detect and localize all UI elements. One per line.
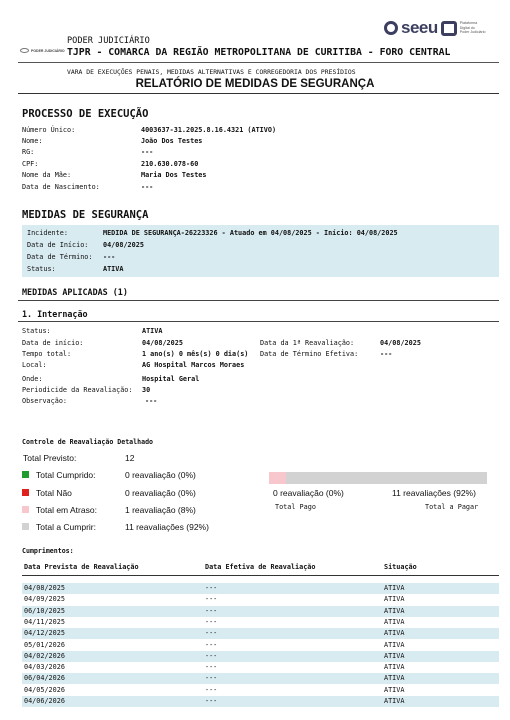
table-cell: --- bbox=[205, 617, 218, 626]
seeu-logo-word: seeu bbox=[401, 18, 438, 37]
progress-bar-atraso-fill bbox=[269, 472, 286, 484]
report-title: RELATÓRIO DE MEDIDAS DE SEGURANÇA bbox=[135, 78, 375, 90]
medida-item-title: 1. Internação bbox=[22, 309, 88, 319]
table-cell: 04/02/2026 bbox=[24, 651, 65, 660]
seeu-box-icon bbox=[441, 21, 457, 36]
cumprimentos-title: Cumprimentos: bbox=[22, 547, 74, 555]
column-header: Data Efetiva de Reavaliação bbox=[205, 563, 316, 571]
section-divider bbox=[18, 321, 499, 322]
table-row bbox=[22, 606, 499, 617]
legend-swatch-pink bbox=[22, 506, 29, 513]
table-cell: 04/08/2025 bbox=[24, 584, 65, 592]
table-cell: ATIVA bbox=[384, 651, 405, 660]
table-row bbox=[22, 662, 499, 673]
section-divider bbox=[18, 300, 499, 301]
table-row bbox=[22, 696, 499, 707]
medidas-aplicadas-title: MEDIDAS APLICADAS (1) bbox=[22, 287, 128, 297]
table-row bbox=[22, 617, 499, 628]
table-cell: 05/01/2026 bbox=[24, 640, 65, 649]
table-cell: ATIVA bbox=[384, 640, 405, 649]
table-cell: 04/05/2026 bbox=[24, 685, 65, 694]
table-cell: ATIVA bbox=[384, 674, 405, 683]
table-cell: --- bbox=[205, 651, 218, 660]
header-divider bbox=[18, 62, 499, 63]
table-cell: 04/11/2025 bbox=[24, 617, 65, 626]
tribunal-title: TJPR - COMARCA DA REGIÃO METROPOLITANA DE CURITIBA - FORO CENTRAL bbox=[67, 47, 451, 58]
table-row bbox=[22, 673, 499, 684]
table-cell: 04/03/2026 bbox=[24, 663, 65, 672]
table-cell: --- bbox=[205, 584, 218, 592]
legend-row-nao: Total Não 0 reavaliação (0%) bbox=[22, 487, 262, 499]
legend-row-cumprido: Total Cumprido: 0 reavaliação (0%) bbox=[22, 469, 262, 481]
table-cell: ATIVA bbox=[384, 584, 405, 592]
legend-swatch-green bbox=[22, 471, 29, 478]
total-previsto-row: Total Previsto: 12 bbox=[23, 453, 135, 463]
table-cell: --- bbox=[205, 674, 218, 683]
table-cell: --- bbox=[205, 640, 218, 649]
table-row bbox=[22, 685, 499, 696]
table-cell: 06/10/2025 bbox=[24, 606, 65, 615]
table-cell: --- bbox=[205, 697, 218, 705]
emblem-icon bbox=[20, 48, 29, 53]
table-cell: ATIVA bbox=[384, 606, 405, 615]
table-row bbox=[22, 651, 499, 662]
table-cell: 04/06/2026 bbox=[24, 697, 65, 705]
bar-right-caption: Total a Pagar bbox=[425, 503, 479, 511]
table-cell: 06/04/2026 bbox=[24, 674, 65, 683]
legend-swatch-red bbox=[22, 489, 29, 496]
table-cell: ATIVA bbox=[384, 685, 405, 694]
table-row bbox=[22, 628, 499, 639]
title-divider bbox=[18, 93, 499, 94]
reavaliacao-progress-bar bbox=[269, 472, 487, 484]
medida-info-box: Incidente: MEDIDA DE SEGURANÇA-26223326 - Atuado em 04/08/2025 - Início: 04/08/2025 Data de Início: 04/08/2025 Data de Término: --- Status: ATIVA bbox=[22, 225, 499, 277]
seeu-logo bbox=[384, 18, 486, 38]
bar-right-value: 11 reavaliações (92%) bbox=[392, 488, 476, 498]
table-cell: --- bbox=[205, 629, 218, 638]
table-row bbox=[22, 594, 499, 605]
column-header: Situação bbox=[384, 563, 417, 571]
legend-row-a-cumprir: Total a Cumprir: 11 reavaliações (92%) bbox=[22, 521, 262, 533]
legend-row-atraso: Total em Atraso: 1 reavaliação (8%) bbox=[22, 504, 262, 516]
bar-left-caption: Total Pago bbox=[275, 503, 316, 511]
table-cell: 04/12/2025 bbox=[24, 629, 65, 638]
table-cell: ATIVA bbox=[384, 595, 405, 604]
table-cell: ATIVA bbox=[384, 697, 405, 705]
poder-judiciario-label: PODER JUDICIÁRIO bbox=[67, 36, 150, 46]
seeu-logo-subtitle: Plataforma Digital do Poder Judiciário bbox=[459, 21, 486, 35]
seeu-gear-icon bbox=[384, 21, 398, 35]
table-cell: ATIVA bbox=[384, 663, 405, 672]
table-cell: ATIVA bbox=[384, 617, 405, 626]
table-row bbox=[22, 583, 499, 594]
table-cell: --- bbox=[205, 685, 218, 694]
legend-swatch-gray bbox=[22, 523, 29, 530]
table-cell: 04/09/2025 bbox=[24, 595, 65, 604]
table-cell: --- bbox=[205, 663, 218, 672]
column-header: Data Prevista de Reavaliação bbox=[24, 563, 139, 571]
processo-title: PROCESSO DE EXECUÇÃO bbox=[22, 108, 149, 120]
bar-left-value: 0 reavaliação (0%) bbox=[273, 488, 344, 498]
controle-title: Controle de Reavaliação Detalhado bbox=[22, 438, 154, 446]
table-row bbox=[22, 640, 499, 651]
vara-subtitle: VARA DE EXECUÇÕES PENAIS, MEDIDAS ALTERNATIVAS E CORREGEDORIA DOS PRESÍDIOS bbox=[67, 68, 356, 76]
table-cell: ATIVA bbox=[384, 629, 405, 638]
table-header-divider bbox=[22, 575, 499, 576]
medidas-title: MEDIDAS DE SEGURANÇA bbox=[22, 209, 149, 221]
table-cell: --- bbox=[205, 606, 218, 615]
table-cell: --- bbox=[205, 595, 218, 604]
judiciary-emblem: PODER JUDICIÁRIO bbox=[20, 48, 65, 53]
